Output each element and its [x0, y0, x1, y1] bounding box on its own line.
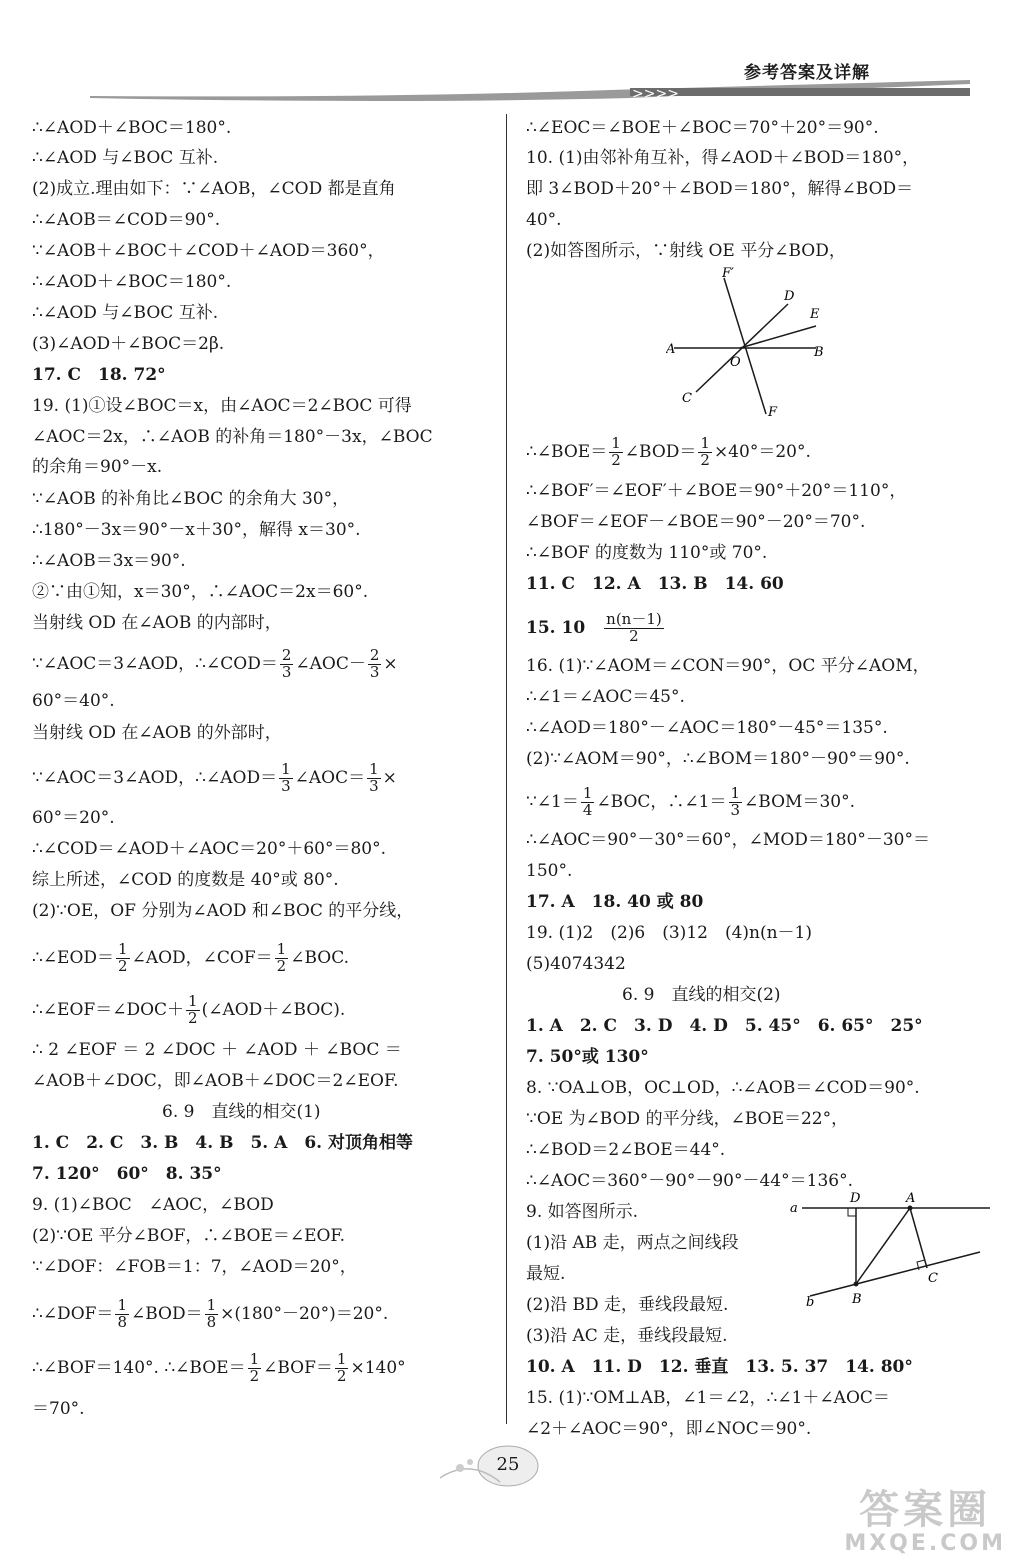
text-line: ∵∠AOB＋∠BOC＋∠COD＋∠AOD＝360°， [32, 241, 385, 261]
label-f-prime: F′ [722, 266, 734, 281]
text-line: (2)如答图所示，∵射线 OE 平分∠BOD， [526, 241, 846, 261]
text-line: ∴∠AOD＋∠BOC＝180°. [32, 118, 232, 138]
fraction: $\frac{1}{3}$ [281, 760, 291, 795]
text-line: 综上所述，∠COD 的度数是 40°或 80°. [32, 870, 339, 890]
label-a-line: a [790, 1201, 798, 1216]
text-line: ∴∠BOF＝140°. ∴∠BOE＝ $\frac{1}{2}$ ∠BOF＝ $\frac{1}{2}$ ×140° [32, 1350, 406, 1385]
text-line: ∵∠DOF：∠FOB＝1：7，∠AOD＝20°， [32, 1257, 357, 1277]
text-line: ∴∠BOD＝2∠BOE＝44°. [526, 1140, 726, 1160]
shortest-path-figure [790, 1188, 990, 1308]
text-line: ∠BOF＝∠EOF－∠BOE＝90°－20°＝70°. [526, 512, 866, 532]
text-line: (2)沿 BD 走，垂线段最短. [526, 1295, 729, 1315]
text-line: ∴∠BOE＝ $\frac{1}{2}$ ∠BOD＝ $\frac{1}{2}$ ×40°＝20°. [526, 434, 811, 469]
text-line: 17. C 18. 72° [32, 365, 166, 385]
text-line: ∴∠EOC＝∠BOE＋∠BOC＝70°＋20°＝90°. [526, 118, 879, 138]
fraction: $\frac{2}{3}$ [369, 646, 380, 681]
text-line: ∵∠AOC＝3∠AOD，∴∠AOD＝ $\frac{1}{3}$ ∠AOC＝ $\frac{1}{3}$ × [32, 760, 397, 795]
text-line: 当射线 OD 在∠AOB 的外部时， [32, 723, 282, 743]
text-line: 1. A 2. C 3. D 4. D 5. 45° 6. 65° 25° [526, 1016, 923, 1036]
section-heading: 6. 9 直线的相交(1) [162, 1102, 321, 1122]
text-line: ∴∠AOD 与∠BOC 互补. [32, 303, 219, 323]
text-line: 的余角＝90°－x. [32, 457, 163, 477]
fraction: $\frac{1}{3}$ [730, 784, 741, 819]
text-line: ∴∠AOB＝∠COD＝90°. [32, 210, 221, 230]
text-line: ②∵由①知，x＝30°，∴∠AOC＝2x＝60°. [32, 582, 369, 602]
text-line: 当射线 OD 在∠AOB 的内部时， [32, 613, 282, 633]
text-line: 11. C 12. A 13. B 14. 60 [526, 574, 784, 594]
text-line: (2)∵OE 平分∠BOF，∴∠BOE＝∠EOF. [32, 1226, 345, 1246]
text-line: 即 3∠BOD＋20°＋∠BOD＝180°，解得∠BOD＝ [526, 179, 914, 199]
text-line: ∵OE 为∠BOD 的平分线，∠BOE＝22°， [526, 1109, 849, 1129]
fraction: $\frac{1}{8}$ [117, 1296, 127, 1331]
fraction: $\frac{2}{3}$ [281, 646, 292, 681]
text-line: (1)沿 AB 走，两点之间线段 [526, 1233, 739, 1253]
text-line: (2)∵OE，OF 分别为∠AOD 和∠BOC 的平分线， [32, 901, 414, 921]
text-line: ∴∠AOC＝90°－30°＝60°，∠MOD＝180°－30°＝ [526, 830, 930, 850]
text-line: 9. (1)∠BOC ∠AOC，∠BOD [32, 1195, 274, 1215]
fraction: $\frac{1}{2}$ [336, 1350, 347, 1385]
label-b: B [814, 345, 824, 360]
text-line: ∴∠AOB＝3x＝90°. [32, 551, 186, 571]
label-a: A [906, 1191, 916, 1206]
text-line: (5)4074342 [526, 954, 626, 974]
text-line: 40°. [526, 210, 562, 230]
fraction: $\frac{1}{2}$ [118, 940, 128, 975]
text-line: 17. A 18. 40 或 80 [526, 892, 704, 912]
text-line: 10. A 11. D 12. 垂直 13. 5. 37 14. 80° [526, 1357, 913, 1377]
text-line: ∴∠1＝∠AOC＝45°. [526, 687, 685, 707]
text-line: ∴ 2 ∠EOF ＝ 2 ∠DOC ＋ ∠AOD ＋ ∠BOC ＝ [32, 1040, 402, 1060]
label-c: C [682, 391, 692, 406]
text-line: ∴180°－3x＝90°－x＋30°，解得 x＝30°. [32, 520, 361, 540]
label-b-line: b [806, 1295, 815, 1308]
section-heading: 6. 9 直线的相交(2) [622, 985, 781, 1005]
text-line: ∵∠AOB 的补角比∠BOC 的余角大 30°， [32, 489, 350, 509]
text-line: 7. 120° 60° 8. 35° [32, 1164, 222, 1184]
column-divider [506, 114, 507, 1424]
text-line: ∵∠1＝ $\frac{1}{4}$ ∠BOC，∴∠1＝ $\frac{1}{3}$ ∠BOM＝30°. [526, 784, 855, 819]
text-line: 19. (1)①设∠BOC＝x，由∠AOC＝2∠BOC 可得 [32, 396, 412, 416]
label-f: F [768, 405, 778, 420]
text-line: ∴∠AOD 与∠BOC 互补. [32, 148, 219, 168]
label-d: D [850, 1191, 861, 1206]
text-line: 60°＝40°. [32, 691, 115, 711]
text-line: ∴∠DOF＝ $\frac{1}{8}$ ∠BOD＝ $\frac{1}{8}$ ×(180°－20°)＝20°. [32, 1296, 389, 1331]
label-d: D [784, 289, 795, 304]
text-line: ∴∠BOF′＝∠EOF′＋∠BOE＝90°＋20°＝110°， [526, 481, 907, 501]
fraction: $\frac{n(n-1)}{2}$ [606, 610, 662, 645]
text-line: 9. 如答图所示. [526, 1202, 639, 1222]
text-line: ∴∠COD＝∠AOD＋∠AOC＝20°＋60°＝80°. [32, 839, 386, 859]
label-o: O [730, 355, 741, 370]
fraction: $\frac{1}{3}$ [369, 760, 379, 795]
svg-text:>>>>: >>>> [632, 86, 679, 102]
text-line: ∠2＋∠AOC＝90°，即∠NOC＝90°. [526, 1419, 812, 1439]
text-line: ＝70°. [32, 1399, 85, 1419]
label-e: E [810, 307, 820, 322]
label-a: A [666, 342, 676, 357]
text-line: 10. (1)由邻补角互补，得∠AOD＋∠BOD＝180°， [526, 148, 920, 168]
text-line: 15. 10 $\frac{n(n-1)}{2}$ [526, 610, 662, 645]
text-line: (3)∠AOD＋∠BOC＝2β. [32, 334, 225, 354]
fraction: $\frac{1}{8}$ [206, 1296, 217, 1331]
fraction: $\frac{1}{2}$ [249, 1350, 260, 1385]
text-line: ∠AOB＋∠DOC，即∠AOB＋∠DOC＝2∠EOF. [32, 1071, 399, 1091]
text-line: 16. (1)∵∠AOM＝∠CON＝90°，OC 平分∠AOM， [526, 656, 930, 676]
text-line: 7. 50°或 130° [526, 1047, 649, 1067]
label-c: C [928, 1271, 938, 1286]
text-line: (3)沿 AC 走，垂线段最短. [526, 1326, 728, 1346]
page-number: 25 [496, 1454, 520, 1475]
text-line: ∵∠AOC＝3∠AOD，∴∠COD＝ $\frac{2}{3}$ ∠AOC－ $\frac{2}{3}$ × [32, 646, 398, 681]
fraction: $\frac{1}{4}$ [582, 784, 593, 819]
text-line: ∴∠EOD＝ $\frac{1}{2}$ ∠AOD，∠COF＝ $\frac{1}{2}$ ∠BOC. [32, 940, 350, 975]
fraction: $\frac{1}{2}$ [700, 434, 710, 469]
text-line: 8. ∵OA⊥OB，OC⊥OD，∴∠AOB＝∠COD＝90°. [526, 1078, 920, 1098]
text-line: ∴∠BOF 的度数为 110°或 70°. [526, 543, 768, 563]
text-line: 150°. [526, 861, 573, 881]
text-line: (2)∵∠AOM＝90°，∴∠BOM＝180°－90°＝90°. [526, 749, 910, 769]
text-line: ∴∠AOC＝360°－90°－90°－44°＝136°. [526, 1171, 853, 1191]
text-line: ∴∠AOD＋∠BOC＝180°. [32, 272, 232, 292]
fraction: $\frac{1}{2}$ [611, 434, 621, 469]
text-line: ∠AOC＝2x，∴∠AOB 的补角＝180°－3x，∠BOC [32, 427, 433, 447]
text-line: 1. C 2. C 3. B 4. B 5. A 6. 对顶角相等 [32, 1133, 413, 1153]
text-line: 60°＝20°. [32, 808, 115, 828]
header-decoration-bar [90, 78, 970, 108]
label-b: B [852, 1292, 862, 1307]
text-line: ∴∠AOD＝180°－∠AOC＝180°－45°＝135°. [526, 718, 888, 738]
watermark-logo: 答案圈 MXQE.COM [844, 1486, 1006, 1556]
text-line: 15. (1)∵OM⊥AB，∠1＝∠2，∴∠1＋∠AOC＝ [526, 1388, 890, 1408]
fraction: $\frac{1}{2}$ [188, 992, 198, 1027]
text-line: 19. (1)2 (2)6 (3)12 (4)n(n－1) [526, 923, 813, 943]
text-line: 最短. [526, 1264, 566, 1284]
text-line: ∴∠EOF＝∠DOC＋ $\frac{1}{2}$ (∠AOD＋∠BOC). [32, 992, 346, 1027]
page-header-title: 参考答案及详解 [744, 63, 870, 83]
fraction: $\frac{1}{2}$ [276, 940, 287, 975]
text-line: (2)成立.理由如下：∵∠AOB，∠COD 都是直角 [32, 179, 396, 199]
angle-diagram-figure [666, 266, 856, 420]
